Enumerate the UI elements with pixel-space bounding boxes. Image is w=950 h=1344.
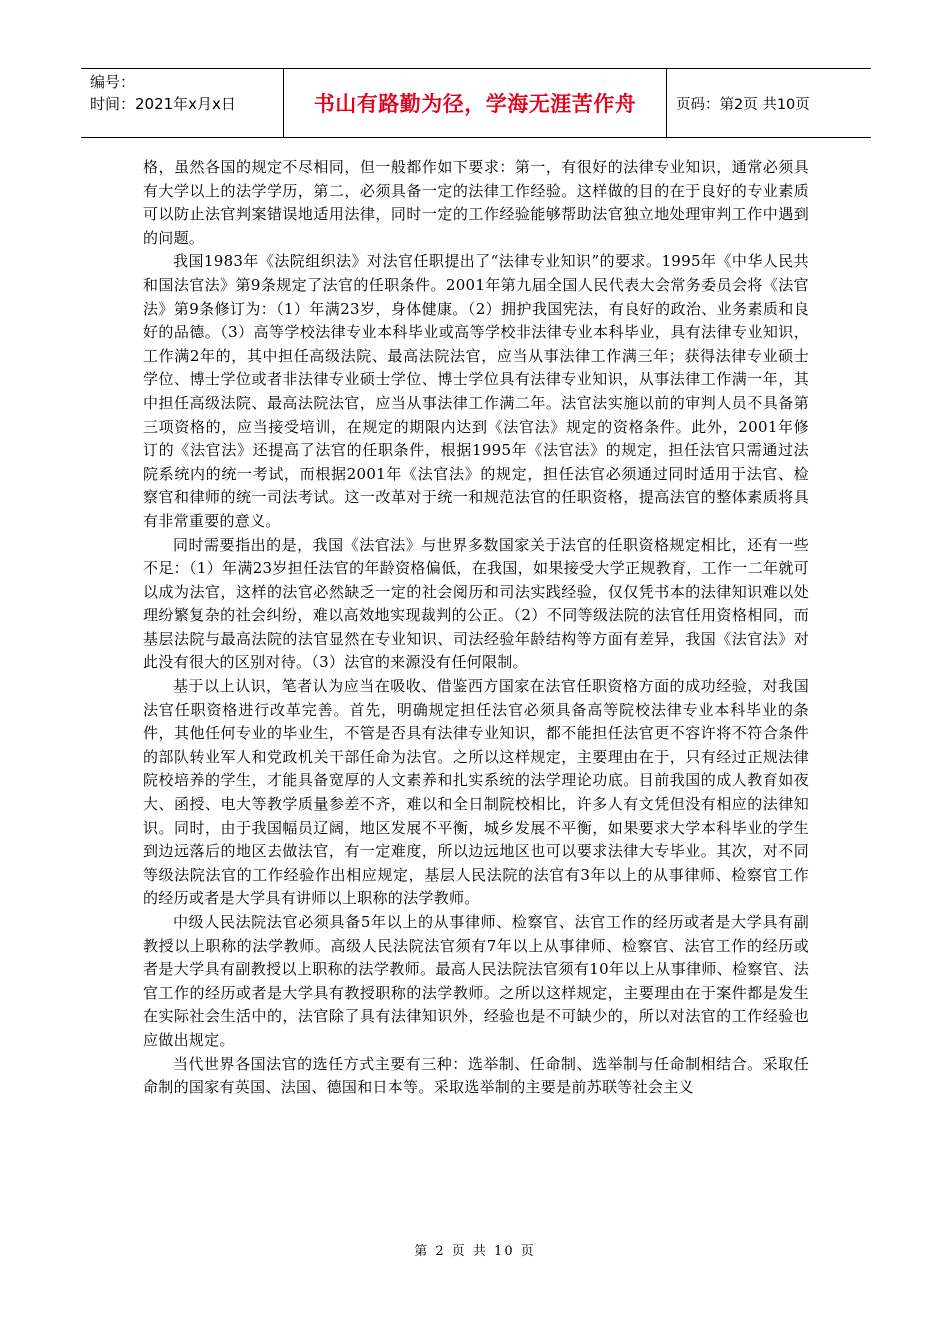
document-body xyxy=(143,156,809,1100)
paragraph: 格，虽然各国的规定不尽相同，但一般都作如下要求：第一，有很好的法律专业知识，通常必须具有大学以上的法学学历，第二，必须具备一定的法律工作经验。这样做的目的在于良好的专业素质可以防止法官判案错误地适用法律，同时一定的工作经验能够帮助法官独立地处理审判工作中遇到的问题。 xyxy=(143,158,809,247)
page-footer: 第 2 页 共 10 页 xyxy=(414,1244,536,1259)
paragraph: 当代世界各国法官的选任方式主要有三种：选举制、任命制、选举制与任命制相结合。采取任命制的国家有英国、法国、德国和日本等。采取选举制的主要是前苏联等社会主义 xyxy=(143,1054,809,1097)
paragraph: 中级人民法院法官必须具备5年以上的从事律师、检察官、法官工作的经历或者是大学具有副教授以上职称的法学教师。高级人民法院法官须有7年以上从事律师、检察官、法官工作的经历或者是大学具有副教授以上职称的法学教师。最高人民法院法官须有10年以上从事律师、检察官、法官工作的经历或者是大学具有教授职称的法学教师。之所以这样规定，主要理由在于案件都是发生在实际社会生活中的，法官除了具有法律知识外，经验也是不可缺少的，所以对法官的工作经验也应做出规定。 xyxy=(143,913,809,1049)
paragraph: 基于以上认识，笔者认为应当在吸收、借鉴西方国家在法官任职资格方面的成功经验，对我国法官任职资格进行改革完善。首先，明确规定担任法官必须具备高等院校法律专业本科毕业的条件，其他任何专业的毕业生，不管是否具有法律专业知识，都不能担任法官更不容许将不符合条件的部队转业军人和党政机关干部任命为法官。之所以这样规定，主要理由在于，只有经过正规法律院校培养的学生，才能具备宽厚的人文素养和扎实系统的法学理论功底。目前我国的成人教育如夜大、函授、电大等教学质量参差不齐，难以和全日制院校相比，许多人有文凭但没有相应的法律知识。同时，由于我国幅员辽阔，地区发展不平衡，城乡发展不平衡，如果要求大学本科毕业的学生到边远落后的地区去做法官，有一定难度，所以边远地区也可以要求法律大专毕业。其次，对不同等级法院法官的工作经验作出相应规定，基层人民法院的法官有3年以上的从事律师、检察官工作的经历或者是大学具有讲师以上职称的法学教师。 xyxy=(143,677,809,908)
header-page-info: 页码：第2页 共10页 xyxy=(676,96,810,113)
page-header xyxy=(81,68,871,138)
paragraph: 同时需要指出的是，我国《法官法》与世界多数国家关于法官的任职资格规定相比，还有一些不足：（1）年满23岁担任法官的年龄资格偏低，在我国，如果接受大学正规教育，工作一二年就可以成为法官，这样的法官必然缺乏一定的社会阅历和司法实践经验，仅仅凭书本的法律知识难以处理纷繁复杂的社会纠纷，难以高效地实现裁判的公正。（2）不同等级法院的法官任用资格相同，而基层法院与最高法院的法官显然在专业知识、司法经验年龄结构等方面有差异，我国《法官法》对此没有很大的区别对待。（3）法官的来源没有任何限制。 xyxy=(143,535,809,672)
document-number: 编号： xyxy=(90,73,136,91)
paragraph: 我国1983年《法院组织法》对法官任职提出了“法律专业知识”的要求。1995年《中华人民共和国法官法》第9条规定了法官的任职条件。2001年第九届全国人民代表大会常务委员会将《法官法》第9条修订为：（1）年满23岁，身体健康。（2）拥护我国宪法，有良好的政治、业务素质和良好的品德。（3）高等学校法律专业本科毕业或高等学校非法律专业本科毕业，具有法律专业知识，工作满2年的，其中担任高级法院、最高法院法官，应当从事法律工作满三年；获得法律专业硕士学位、博士学位或者非法律专业硕士学位、博士学位具有法律专业知识，从事法律工作满一年，其中担任高级法院、最高法院法官，应当从事法律工作满二年。法官法实施以前的审判人员不具备第三项资格的，应当接受培训，在规定的期限内达到《法官法》规定的资格条件。此外，2001年修订的《法官法》还提高了法官的任职条件，根据1995年《法官法》的规定，担任法官只需通过法院系统内的统一考试，而根据2001年《法官法》的规定，担任法官必须通过同时适用于法官、检察官和律师的统一司法考试。这一改革对于统一和规范法官的任职资格，提高法官的整体素质将具有非常重要的意义。 xyxy=(143,252,809,530)
header-motto: 书山有路勤为径，学海无涯苦作舟 xyxy=(284,69,667,137)
document-date: 时间：2021年x月x日 xyxy=(90,95,236,113)
header-meta xyxy=(81,69,284,137)
